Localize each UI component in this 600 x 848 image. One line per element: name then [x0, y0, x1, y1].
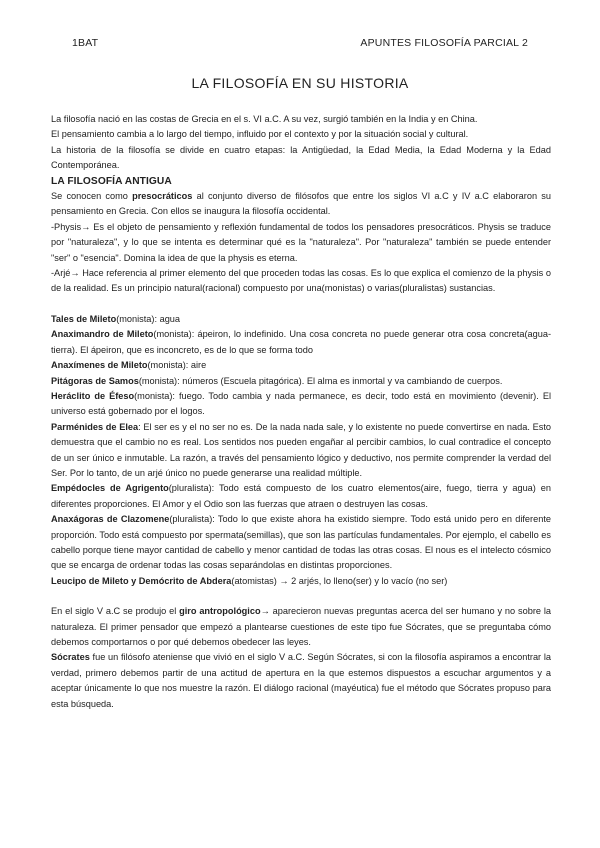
philosopher-name: Leucipo de Mileto y Demócrito de Abdera: [51, 575, 232, 586]
philosopher-text: (monista): agua: [116, 313, 181, 324]
philosopher-text: (monista): aire: [147, 360, 207, 371]
intro-paragraph: El pensamiento cambia a lo largo del tiempo, influido por el contexto y por la situación social y cultural.: [51, 129, 469, 140]
philosopher-name: Tales de Mileto: [51, 313, 117, 324]
philosopher-text: (atomistas) → 2 arjés, lo lleno(ser) y lo vacío (no ser): [231, 575, 448, 586]
giro-paragraph: [51, 604, 551, 650]
arje-paragraph: -Arjé→ Hace referencia al primer elemento del que proceden todas las cosas. Es lo que explica el comienzo de la physis o de la realidad. Es un principio natural(racional) compuesto por una(monistas) o varias(pluralistas) sustancias.: [51, 268, 551, 294]
philosopher-entry: [51, 574, 551, 589]
philosopher-name: Anaximandro de Mileto: [51, 329, 154, 340]
philosopher-entry: [51, 327, 551, 358]
presocraticos-paragraph: [51, 189, 551, 220]
philosopher-name: Pitágoras de Samos: [51, 375, 139, 386]
document-body: [51, 112, 551, 712]
philosopher-text: (pluralista): Todo está compuesto de los cuatro elementos(aire, fuego, tierra y agua) en diferentes proporciones. El Amor y el Odio son las fuerzas que atraen o destruyen las cosas.: [51, 483, 551, 509]
header-course: 1BAT: [72, 37, 99, 49]
philosopher-text: (pluralista): Todo lo que existe ahora ha existido siempre. Todo está unido pero en diferente proporción. Todo está compuesto por spermata(semillas), que son las partículas fundamentales. Por ejemplo, el cabello es cabello porque tiene mayor cantidad de cabello y menor cantidad de todas las otras cosas. El nous es el intelecto cósmico que se encarga de ordenar todas las cosas separándolas en distintas proporciones.: [51, 514, 551, 571]
philosopher-name: Anaxímenes de Mileto: [51, 360, 148, 371]
philosopher-entry: [51, 512, 551, 574]
spacer: [51, 589, 551, 604]
presocraticos-term: presocráticos: [132, 191, 193, 202]
intro-paragraph: La filosofía nació en las costas de Grecia en el s. VI a.C. A su vez, surgió también en la India y en China.: [51, 114, 478, 124]
header-subject: APUNTES FILOSOFÍA PARCIAL 2: [360, 37, 528, 49]
philosopher-text: (monista): fuego. Todo cambia y nada permanece, es decir, todo está en movimiento (devenir). El universo está gobernado por el logos.: [51, 390, 551, 417]
page-title: LA FILOSOFÍA EN SU HISTORIA: [191, 75, 409, 91]
physis-paragraph: -Physis→ Es el objeto de pensamiento y reflexión fundamental de todos los pensadores presocráticos. Physis se traduce por "naturaleza", y lo que se intenta es determinar qué es la "naturaleza". Por "naturaleza" también se puede entender "ser" o "esencia". Domina la idea de que la physis es eterna.: [51, 221, 551, 263]
presocraticos-pre: Se conocen como: [51, 191, 133, 202]
page-header: [72, 37, 528, 51]
philosopher-entry: [51, 374, 551, 389]
giro-pre: En el siglo V a.C se produjo el: [51, 606, 180, 617]
socrates-post: fue un filósofo ateniense que vivió en el siglo V a.C. Según Sócrates, si con la filosofía aspiramos a encontrar la verdad, primero debemos partir de una actitud de apertura en la que estemos dispuestos a escuchar argumentos y a aceptar únicamente lo que nos muestre la razón. El diálogo racional (mayéutica) fue el método que Sócrates propuso para esta búsqueda.: [51, 652, 551, 709]
spacer: [51, 297, 551, 312]
philosopher-entry: [51, 481, 551, 512]
philosopher-name: Empédocles de Agrigento: [51, 483, 169, 494]
section-title: LA FILOSOFÍA ANTIGUA: [51, 175, 172, 187]
philosopher-text: (monista): ápeiron, lo indefinido. Una cosa concreta no puede generar otra cosa concreta(agua-tierra). El ápeiron, que es inconcreto, es de lo que se forma todo: [51, 329, 552, 355]
giro-term: giro antropológico: [179, 606, 261, 617]
giro-post: → aparecieron nuevas preguntas acerca del ser humano y no sobre la naturaleza. El primer pensador que empezó a plantearse cuestiones de este tipo fue Sócrates, que se preguntaba cómo debemos comportarnos o por qué debemos obedecer las leyes.: [51, 606, 551, 647]
socrates-paragraph: [51, 650, 551, 712]
philosopher-name: Parménides de Elea: [51, 421, 139, 432]
philosopher-entry: [51, 420, 551, 482]
philosopher-entry: [51, 312, 551, 327]
philosopher-entry: [51, 389, 551, 420]
philosopher-text: (monista): números (Escuela pitagórica). El alma es inmortal y va cambiando de cuerpos.: [138, 375, 503, 386]
socrates-term: Sócrates: [51, 652, 90, 663]
intro-paragraph: La historia de la filosofía se divide en cuatro etapas: la Antigüedad, la Edad Media, la Edad Moderna y la Edad Contemporánea.: [51, 144, 551, 171]
philosopher-name: Heráclito de Éfeso: [51, 390, 135, 401]
philosopher-name: Anaxágoras de Clazomene: [51, 514, 170, 525]
presocraticos-post: al conjunto diverso de filósofos que entre los siglos VI a.C y IV a.C elaboraron su pensamiento en Grecia. Con ellos se inaugura la filosofía occidental.: [51, 191, 551, 217]
philosopher-entry: [51, 358, 551, 373]
philosopher-text: : El ser es y el no ser no es. De la nada nada sale, y lo existente no puede convertirse en nada. Esto demuestra que el cambio no es real. Los sentidos nos pueden engañar al percibir cambios, lo cual contradice el concepto de un ser único e inmutable. La razón, a través del pensamiento lógico y deductivo, nos permite comprender la verdad del Ser. Por lo tanto, de un arjé único no puede generarse una realidad múltiple.: [51, 421, 551, 478]
